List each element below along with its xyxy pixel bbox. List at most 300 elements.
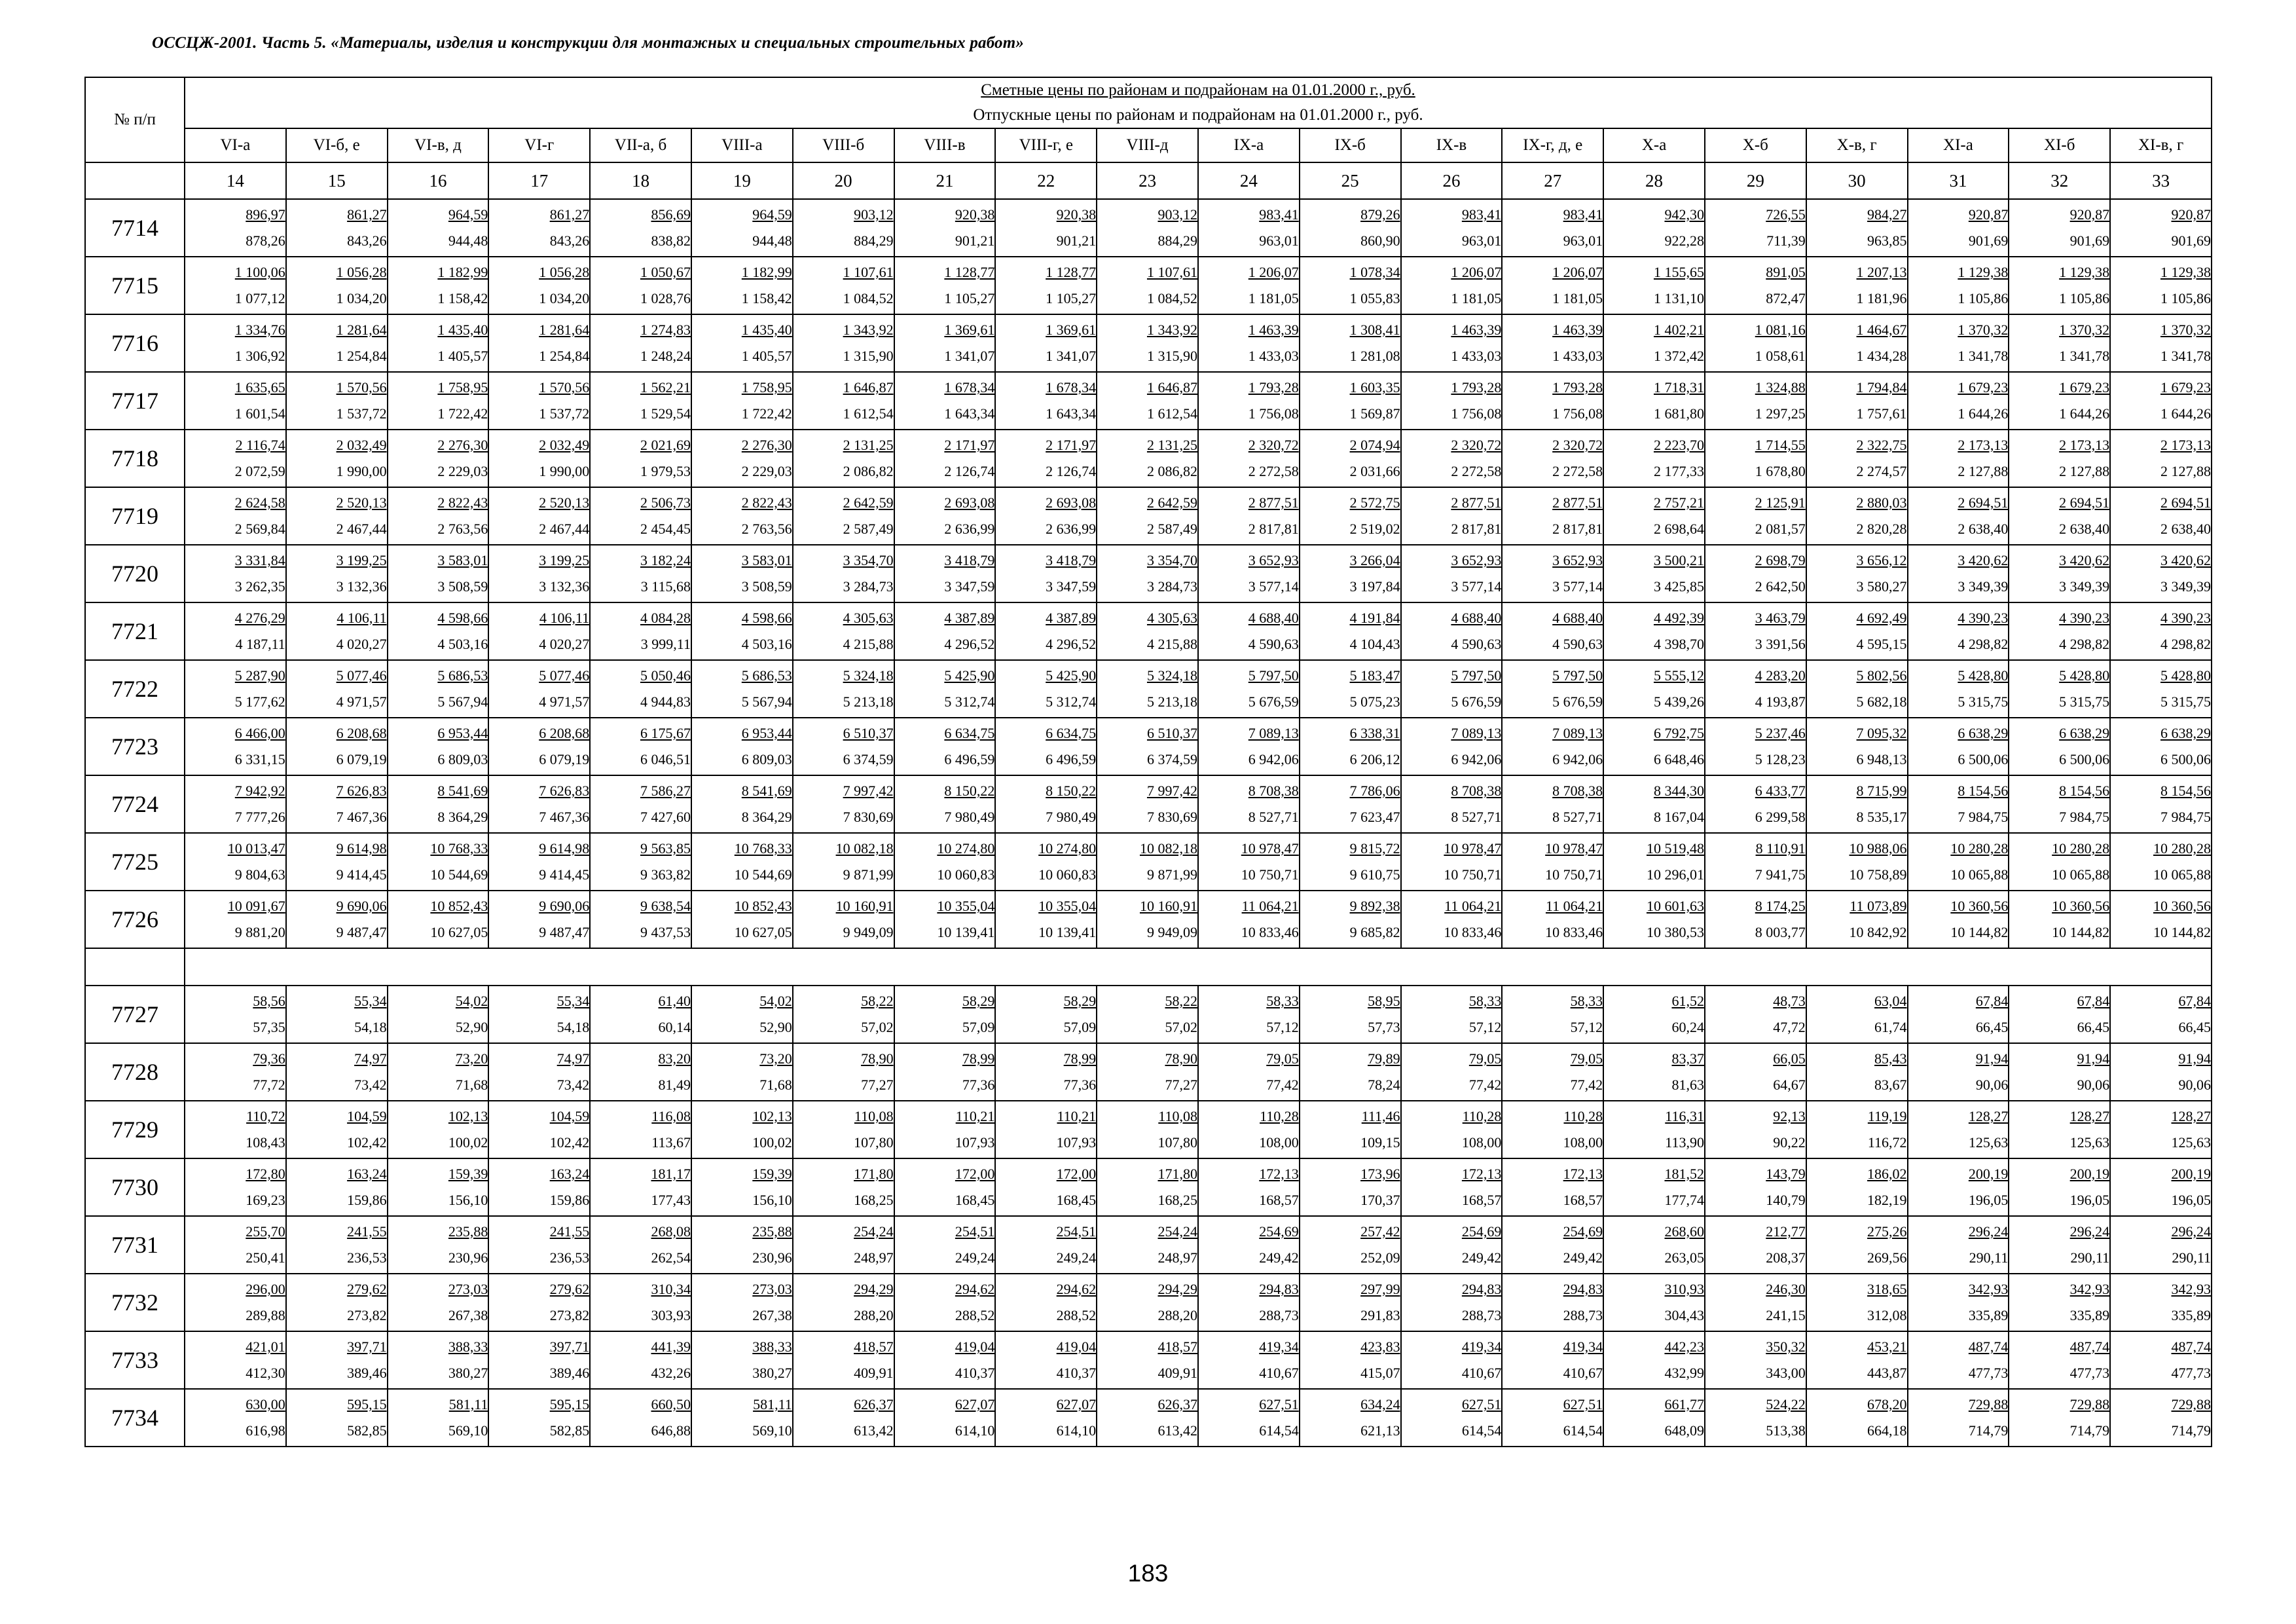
estimate-price: 729,88: [1968, 1396, 2009, 1412]
estimate-price: 2 624,58: [234, 494, 285, 511]
estimate-price: 172,00: [1056, 1166, 1097, 1182]
price-cell: [2009, 487, 2110, 545]
release-price: 901,69: [2171, 232, 2211, 249]
release-price: 2 642,50: [1755, 578, 1806, 595]
row-number: 7726: [85, 891, 185, 948]
estimate-price: 4 106,11: [539, 610, 590, 626]
row-number: 7716: [85, 314, 185, 372]
release-price: 2 126,74: [1046, 463, 1097, 479]
release-price: 77,36: [1063, 1077, 1097, 1093]
blank-cell: [185, 948, 2212, 986]
price-cell: [2110, 1101, 2212, 1158]
estimate-price: 91,94: [1975, 1050, 2009, 1067]
estimate-price: 903,12: [854, 206, 894, 223]
district-header: VI-в, д: [388, 128, 489, 162]
price-cell: [1401, 430, 1503, 487]
estimate-price: 581,11: [753, 1396, 792, 1412]
release-price: 108,43: [246, 1134, 285, 1151]
release-price: 125,63: [1968, 1134, 2009, 1151]
estimate-price: 1 334,76: [234, 322, 285, 338]
release-price: 77,42: [1468, 1077, 1502, 1093]
column-number-row: [85, 162, 2212, 199]
estimate-price: 1 369,61: [944, 322, 995, 338]
release-price: 1 643,34: [944, 405, 995, 422]
release-price: 614,54: [1563, 1422, 1603, 1439]
estimate-price: 4 688,40: [1552, 610, 1603, 626]
release-price: 621,13: [1360, 1422, 1400, 1439]
estimate-price: 63,04: [1874, 993, 1907, 1009]
estimate-price: 2 642,59: [1146, 494, 1197, 511]
price-cell: [1401, 660, 1503, 718]
price-cell: [1806, 1331, 1908, 1389]
estimate-price: 296,24: [2171, 1223, 2211, 1240]
release-price: 10 060,83: [1038, 866, 1097, 883]
price-cell: [590, 1158, 691, 1216]
release-price: 6 500,06: [1958, 751, 2009, 767]
estimate-price: 1 274,83: [640, 322, 691, 338]
estimate-price: 294,83: [1563, 1281, 1603, 1297]
estimate-price: 171,80: [1157, 1166, 1197, 1182]
price-cell: [1603, 314, 1705, 372]
release-price: 1 433,03: [1552, 348, 1603, 364]
price-cell: [793, 1101, 894, 1158]
price-cell: [995, 1101, 1097, 1158]
price-cell: [185, 1274, 286, 1331]
estimate-price: 1 308,41: [1349, 322, 1400, 338]
estimate-price: 6 510,37: [843, 725, 894, 741]
price-cell: [1300, 314, 1401, 372]
price-cell: [488, 718, 590, 775]
price-cell: [1603, 986, 1705, 1043]
release-price: 5 567,94: [741, 693, 792, 710]
estimate-price: 3 420,62: [1958, 552, 2009, 568]
release-price: 2 229,03: [437, 463, 488, 479]
estimate-price: 10 360,56: [2052, 898, 2110, 914]
release-price: 10 627,05: [734, 924, 792, 940]
estimate-price: 1 463,39: [1248, 322, 1299, 338]
estimate-price: 7 786,06: [1349, 783, 1400, 799]
estimate-price: 1 718,31: [1653, 379, 1704, 396]
price-cell: [1300, 487, 1401, 545]
estimate-price: 163,24: [347, 1166, 387, 1182]
estimate-price: 1 794,84: [1856, 379, 1907, 396]
price-cell: [1198, 1274, 1300, 1331]
price-cell: [1502, 775, 1603, 833]
release-price: 3 347,59: [1046, 578, 1097, 595]
price-cell: [2009, 1274, 2110, 1331]
price-cell: [286, 891, 388, 948]
estimate-price: 7 089,13: [1451, 725, 1502, 741]
price-cell: [2110, 775, 2212, 833]
release-price: 838,82: [651, 232, 691, 249]
price-cell: [1908, 1158, 2009, 1216]
estimate-price: 254,51: [955, 1223, 995, 1240]
estimate-price: 254,24: [1157, 1223, 1197, 1240]
release-price: 410,67: [1259, 1365, 1299, 1381]
release-price: 614,10: [955, 1422, 995, 1439]
estimate-price: 453,21: [1867, 1338, 1907, 1355]
column-number: 16: [388, 162, 489, 199]
release-price: 290,11: [1969, 1249, 2009, 1266]
estimate-price: 2 693,08: [944, 494, 995, 511]
price-cell: [793, 1216, 894, 1274]
price-cell: [590, 545, 691, 602]
table-row: [85, 199, 2212, 257]
price-cell: [286, 314, 388, 372]
release-price: 884,29: [854, 232, 894, 249]
price-cell: [2110, 1216, 2212, 1274]
estimate-price: 2 074,94: [1349, 437, 1400, 453]
estimate-price: 128,27: [1968, 1108, 2009, 1124]
estimate-price: 4 305,63: [1146, 610, 1197, 626]
release-price: 10 144,82: [2052, 924, 2110, 940]
release-price: 1 248,24: [640, 348, 691, 364]
price-cell: [894, 487, 996, 545]
price-cell: [1502, 986, 1603, 1043]
price-cell: [1198, 1331, 1300, 1389]
release-price: 288,52: [955, 1307, 995, 1323]
estimate-price: 6 510,37: [1146, 725, 1197, 741]
release-price: 3 577,14: [1552, 578, 1603, 595]
estimate-price: 10 768,33: [430, 840, 488, 857]
estimate-price: 104,59: [549, 1108, 590, 1124]
price-cell: [388, 1101, 489, 1158]
release-price: 196,05: [1968, 1192, 2009, 1208]
estimate-price: 67,84: [1975, 993, 2009, 1009]
price-cell: [185, 718, 286, 775]
estimate-price: 186,02: [1867, 1166, 1907, 1182]
estimate-price: 2 320,72: [1552, 437, 1603, 453]
release-price: 9 804,63: [234, 866, 285, 883]
price-cell: [2110, 602, 2212, 660]
estimate-price: 58,29: [1063, 993, 1097, 1009]
price-cell: [488, 1101, 590, 1158]
release-price: 10 750,71: [1241, 866, 1299, 883]
price-cell: [2009, 1216, 2110, 1274]
estimate-price: 1 679,23: [2160, 379, 2211, 396]
release-price: 5 439,26: [1653, 693, 1704, 710]
price-cell: [1300, 1101, 1401, 1158]
price-cell: [793, 487, 894, 545]
release-price: 1 405,57: [741, 348, 792, 364]
release-price: 2 031,66: [1349, 463, 1400, 479]
price-cell: [691, 1331, 793, 1389]
release-price: 415,07: [1360, 1365, 1400, 1381]
release-price: 10 380,53: [1646, 924, 1704, 940]
release-price: 8 003,77: [1755, 924, 1806, 940]
release-price: 289,88: [246, 1307, 285, 1323]
price-cell: [2110, 718, 2212, 775]
release-price: 1 644,26: [2059, 405, 2110, 422]
estimate-price: 5 077,46: [539, 667, 590, 684]
release-price: 1 612,54: [843, 405, 894, 422]
estimate-price: 73,20: [759, 1050, 792, 1067]
price-cell: [1401, 1331, 1503, 1389]
release-price: 432,26: [651, 1365, 691, 1381]
estimate-price: 5 686,53: [437, 667, 488, 684]
price-cell: [185, 775, 286, 833]
price-cell: [691, 1274, 793, 1331]
estimate-price: 128,27: [2171, 1108, 2211, 1124]
release-price: 177,43: [651, 1192, 691, 1208]
estimate-price: 110,28: [1260, 1108, 1299, 1124]
estimate-price: 2 116,74: [235, 437, 285, 453]
price-cell: [2110, 487, 2212, 545]
estimate-price: 487,74: [2069, 1338, 2110, 1355]
estimate-price: 441,39: [651, 1338, 691, 1355]
price-cell: [1198, 430, 1300, 487]
price-cell: [1097, 372, 1198, 430]
estimate-price: 891,05: [1766, 264, 1806, 280]
release-price: 107,93: [1056, 1134, 1097, 1151]
estimate-price: 116,31: [1665, 1108, 1704, 1124]
release-price: 3 391,56: [1755, 636, 1806, 652]
estimate-price: 7 997,42: [843, 783, 894, 799]
district-header: VI-б, е: [286, 128, 388, 162]
estimate-price: 3 583,01: [437, 552, 488, 568]
release-price: 230,96: [448, 1249, 488, 1266]
release-price: 77,36: [962, 1077, 995, 1093]
price-cell: [388, 1274, 489, 1331]
estimate-price: 310,93: [1664, 1281, 1704, 1297]
price-cell: [2110, 372, 2212, 430]
price-cell: [691, 602, 793, 660]
price-cell: [1198, 372, 1300, 430]
price-cell: [286, 1331, 388, 1389]
release-price: 57,02: [861, 1019, 894, 1035]
price-cell: [488, 545, 590, 602]
estimate-price: 2 877,51: [1552, 494, 1603, 511]
price-cell: [793, 891, 894, 948]
estimate-price: 6 953,44: [741, 725, 792, 741]
release-price: 8 167,04: [1653, 809, 1704, 825]
release-price: 1 537,72: [539, 405, 590, 422]
estimate-price: 254,51: [1056, 1223, 1097, 1240]
estimate-price: 66,05: [1773, 1050, 1806, 1067]
release-price: 614,54: [1259, 1422, 1299, 1439]
estimate-price: 2 131,25: [843, 437, 894, 453]
price-cell: [185, 602, 286, 660]
release-price: 263,05: [1664, 1249, 1704, 1266]
estimate-price: 2 173,13: [2160, 437, 2211, 453]
column-number: 15: [286, 162, 388, 199]
price-cell: [185, 430, 286, 487]
price-cell: [793, 199, 894, 257]
release-price: 3 508,59: [437, 578, 488, 595]
release-price: 2 820,28: [1856, 521, 1907, 537]
blank-cell: [85, 948, 185, 986]
estimate-price: 1 370,32: [2160, 322, 2211, 338]
price-cell: [691, 487, 793, 545]
release-price: 1 756,08: [1451, 405, 1502, 422]
price-cell: [2110, 1389, 2212, 1447]
estimate-price: 128,27: [2069, 1108, 2110, 1124]
release-price: 156,10: [752, 1192, 792, 1208]
estimate-price: 634,24: [1360, 1396, 1400, 1412]
release-price: 5 315,75: [2160, 693, 2211, 710]
price-cell: [1908, 430, 2009, 487]
estimate-price: 279,62: [347, 1281, 387, 1297]
price-cell: [1300, 718, 1401, 775]
estimate-price: 7 626,83: [336, 783, 387, 799]
release-price: 1 084,52: [843, 290, 894, 306]
release-price: 410,37: [1056, 1365, 1097, 1381]
estimate-price: 254,69: [1259, 1223, 1299, 1240]
release-price: 878,26: [246, 232, 285, 249]
release-price: 3 132,36: [336, 578, 387, 595]
price-cell: [286, 775, 388, 833]
estimate-price: 9 815,72: [1349, 840, 1400, 857]
estimate-price: 10 519,48: [1646, 840, 1704, 857]
release-price: 108,00: [1461, 1134, 1502, 1151]
price-cell: [2110, 314, 2212, 372]
price-cell: [995, 199, 1097, 257]
price-cell: [2009, 314, 2110, 372]
price-cell: [388, 199, 489, 257]
release-price: 236,53: [347, 1249, 387, 1266]
release-price: 2 229,03: [741, 463, 792, 479]
release-price: 1 105,86: [1958, 290, 2009, 306]
release-price: 1 569,87: [1349, 405, 1400, 422]
estimate-price: 273,03: [752, 1281, 792, 1297]
price-cell: [1097, 833, 1198, 891]
price-cell: [286, 1101, 388, 1158]
column-number: 32: [2009, 162, 2110, 199]
release-price: 288,73: [1461, 1307, 1502, 1323]
estimate-price: 310,34: [651, 1281, 691, 1297]
district-header: VIII-г, е: [995, 128, 1097, 162]
release-price: 2 817,81: [1248, 521, 1299, 537]
estimate-price: 2 642,59: [843, 494, 894, 511]
price-cell: [488, 199, 590, 257]
estimate-price: 5 802,56: [1856, 667, 1907, 684]
price-cell: [1198, 602, 1300, 660]
estimate-price: 294,62: [955, 1281, 995, 1297]
estimate-price: 2 032,49: [336, 437, 387, 453]
price-cell: [793, 986, 894, 1043]
release-price: 4 590,63: [1248, 636, 1299, 652]
estimate-price: 10 160,91: [835, 898, 894, 914]
release-price: 288,73: [1259, 1307, 1299, 1323]
price-cell: [590, 199, 691, 257]
district-header: X-б: [1705, 128, 1806, 162]
estimate-price: 9 614,98: [539, 840, 590, 857]
price-cell: [286, 602, 388, 660]
estimate-price: 9 563,85: [640, 840, 691, 857]
release-price: 304,43: [1664, 1307, 1704, 1323]
price-cell: [488, 1274, 590, 1331]
estimate-price: 58,33: [1266, 993, 1299, 1009]
price-cell: [2110, 199, 2212, 257]
release-price: 169,23: [246, 1192, 285, 1208]
estimate-price: 2 757,21: [1653, 494, 1704, 511]
estimate-price: 1 100,06: [234, 264, 285, 280]
price-cell: [691, 986, 793, 1043]
price-cell: [1097, 602, 1198, 660]
estimate-price: 1 570,56: [336, 379, 387, 396]
estimate-price: 1 646,87: [843, 379, 894, 396]
estimate-price: 294,29: [854, 1281, 894, 1297]
price-cell: [995, 660, 1097, 718]
estimate-price: 79,05: [1570, 1050, 1603, 1067]
price-cell: [1908, 602, 2009, 660]
release-price: 57,12: [1266, 1019, 1299, 1035]
estimate-price: 294,29: [1157, 1281, 1197, 1297]
price-cell: [590, 891, 691, 948]
price-cell: [1300, 199, 1401, 257]
release-price: 9 685,82: [1349, 924, 1400, 940]
estimate-price: 10 355,04: [937, 898, 995, 914]
price-cell: [691, 833, 793, 891]
release-price: 1 105,86: [2059, 290, 2110, 306]
price-cell: [1705, 660, 1806, 718]
estimate-price: 2 173,13: [1958, 437, 2009, 453]
price-cell: [1300, 430, 1401, 487]
price-cell: [1603, 1158, 1705, 1216]
estimate-price: 318,65: [1867, 1281, 1907, 1297]
release-price: 5 312,74: [944, 693, 995, 710]
price-cell: [1401, 891, 1503, 948]
price-cell: [691, 1158, 793, 1216]
release-price: 2 638,40: [1958, 521, 2009, 537]
price-cell: [995, 1158, 1097, 1216]
release-price: 4 971,57: [539, 693, 590, 710]
release-price: 60,14: [658, 1019, 691, 1035]
release-price: 380,27: [752, 1365, 792, 1381]
estimate-price: 419,34: [1259, 1338, 1299, 1355]
price-cell: [388, 602, 489, 660]
release-price: 5 676,59: [1451, 693, 1502, 710]
release-price: 273,82: [549, 1307, 590, 1323]
estimate-price: 729,88: [2069, 1396, 2110, 1412]
estimate-price: 4 283,20: [1755, 667, 1806, 684]
release-price: 1 306,92: [234, 348, 285, 364]
column-number: 25: [1300, 162, 1401, 199]
release-price: 73,42: [354, 1077, 387, 1093]
row-number: 7732: [85, 1274, 185, 1331]
price-cell: [894, 1331, 996, 1389]
release-price: 1 643,34: [1046, 405, 1097, 422]
price-cell: [1198, 1216, 1300, 1274]
release-price: 2 467,44: [336, 521, 387, 537]
release-price: 513,38: [1766, 1422, 1806, 1439]
release-price: 901,21: [955, 232, 995, 249]
release-price: 582,85: [347, 1422, 387, 1439]
release-price: 944,48: [752, 232, 792, 249]
estimate-price: 1 324,88: [1755, 379, 1806, 396]
price-cell: [488, 891, 590, 948]
estimate-price: 1 128,77: [1046, 264, 1097, 280]
price-cell: [1806, 1216, 1908, 1274]
release-price: 884,29: [1157, 232, 1197, 249]
estimate-price: 5 555,12: [1653, 667, 1704, 684]
price-cell: [1908, 1274, 2009, 1331]
price-cell: [793, 660, 894, 718]
price-cell: [1097, 1158, 1198, 1216]
price-cell: [1502, 660, 1603, 718]
price-cell: [995, 891, 1097, 948]
estimate-price: 173,96: [1360, 1166, 1400, 1182]
release-price: 64,67: [1773, 1077, 1806, 1093]
release-price: 113,90: [1665, 1134, 1704, 1151]
price-cell: [185, 660, 286, 718]
price-cell: [1603, 602, 1705, 660]
price-cell: [1806, 1158, 1908, 1216]
estimate-price: 1 206,07: [1451, 264, 1502, 280]
estimate-price: 1 463,39: [1451, 322, 1502, 338]
release-price: 1 433,03: [1451, 348, 1502, 364]
estimate-price: 10 274,80: [1038, 840, 1097, 857]
